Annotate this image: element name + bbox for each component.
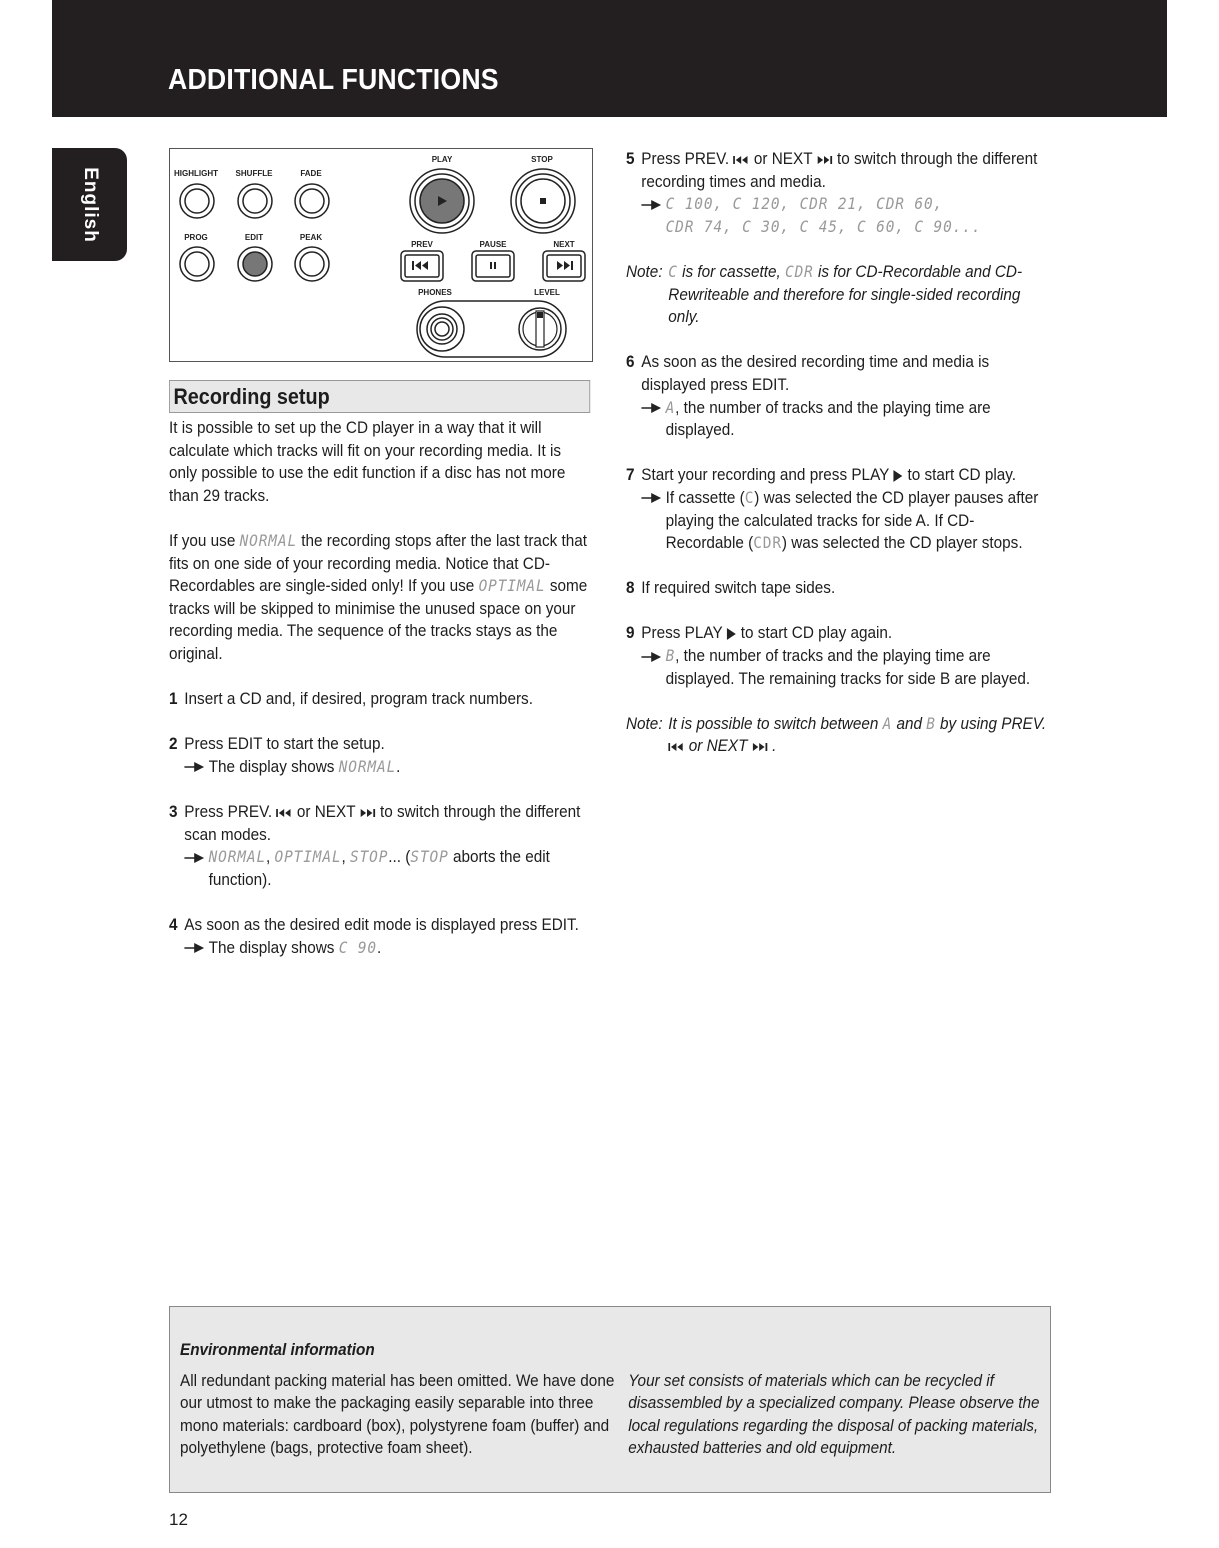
next-icon: [817, 155, 833, 165]
left-column: [169, 380, 592, 959]
page-header: [52, 0, 1167, 117]
environmental-text-left: All redundant packing material has been omitted. We have done our utmost to make the packaging easily separable into three mono materials: cardboard (box), polystyrene foam (buffer) and polyethylene (bags, protective foam sheet).: [180, 1370, 615, 1458]
step-5-result: C 100, C 120, CDR 21, CDR 60, CDR 74, C 30, C 45, C 60, C 90...: [641, 193, 1049, 238]
control-panel-illustration: [169, 148, 593, 362]
play-icon: [893, 470, 903, 482]
prev-icon: [276, 808, 292, 818]
language-label: English: [79, 166, 101, 243]
step-6-result: A, the number of tracks and the playing time are displayed.: [641, 397, 1049, 442]
step-8: 8 If required switch tape sides.: [626, 578, 836, 598]
step-4: 4 As soon as the desired edit mode is displayed press EDIT.: [169, 915, 579, 935]
step-6: 6 As soon as the desired recording time and media is displayed press EDIT.: [626, 352, 990, 394]
play-icon: [727, 628, 737, 640]
prev-icon: [733, 155, 749, 165]
arrow-icon: [184, 756, 208, 779]
section-title: Recording setup: [169, 380, 590, 413]
arrow-icon: [641, 397, 665, 442]
label-prog: PROG: [184, 233, 208, 242]
label-level: LEVEL: [534, 288, 560, 297]
step-2: 2 Press EDIT to start the setup.: [169, 734, 385, 754]
step-3-result: NORMAL, OPTIMAL, STOP... (STOP aborts the edit function).: [184, 846, 592, 891]
environmental-title: Environmental information: [180, 1340, 375, 1359]
step-5: 5 Press PREV. or NEXT to switch through the different recording times and media.: [626, 149, 1038, 191]
step-7: 7 Start your recording and press PLAY to start CD play.: [626, 465, 1017, 485]
next-icon: [557, 261, 573, 270]
note-switch-sides: Note: It is possible to switch between A and B by using PREV. or NEXT .: [626, 713, 1047, 756]
level-knob[interactable]: [519, 308, 561, 350]
note-media: Note: C is for cassette, CDR is for CD-Recordable and CD-Rewriteable and therefore for single-sided recording only.: [626, 261, 1023, 327]
prev-icon: [668, 742, 684, 752]
step-9: 9 Press PLAY to start CD play again.: [626, 623, 893, 643]
page-title: ADDITIONAL FUNCTIONS: [168, 64, 499, 96]
phones-jack[interactable]: [420, 307, 464, 351]
mode-paragraph: If you use NORMAL the recording stops after the last track that fits on one side of your recording media. Notice that CD-Recordables are single-sided only! If you use OPTIMAL some tracks will be skipped to minimise the unused space on your recording media. The sequence of the tracks stays as the original.: [169, 530, 588, 663]
step-3: 3 Press PREV. or NEXT to switch through the different scan modes.: [169, 802, 581, 844]
arrow-icon: [184, 937, 208, 960]
step-4-result: The display shows C 90.: [184, 937, 592, 960]
label-shuffle: SHUFFLE: [235, 169, 273, 178]
label-next: NEXT: [553, 240, 575, 249]
right-column: [626, 148, 1049, 758]
language-tab: [52, 148, 127, 261]
stop-icon: [540, 198, 546, 204]
label-edit: EDIT: [244, 233, 264, 242]
environmental-info-box: [169, 1306, 1051, 1493]
next-icon: [360, 808, 376, 818]
label-prev: PREV: [411, 240, 433, 249]
prev-icon: [412, 261, 428, 270]
label-stop: STOP: [531, 155, 553, 164]
label-peak: PEAK: [299, 233, 323, 242]
lcd-optimal: OPTIMAL: [478, 576, 546, 596]
environmental-text-right: Your set consists of materials which can be recycled if disassembled by a specialized company. Please observe the local regulations regarding the disposal of packing materials, exhausted batteries and old equipment.: [628, 1370, 1040, 1458]
intro-paragraph: It is possible to set up the CD player in a way that it will calculate which tracks will fit on your recording media. It is only possible to use the edit function if a disc has not more than 29 tracks.: [169, 418, 566, 505]
step-1: 1 Insert a CD and, if desired, program track numbers.: [169, 689, 533, 709]
control-panel-drawing: [170, 149, 594, 363]
arrow-icon: [184, 846, 208, 891]
step-2-result: The display shows NORMAL.: [184, 756, 592, 779]
step-9-result: B, the number of tracks and the playing time are displayed. The remaining tracks for side B are played.: [641, 645, 1049, 690]
label-fade: FADE: [300, 169, 322, 178]
next-icon: [752, 742, 768, 752]
page-number: 12: [169, 1510, 188, 1529]
arrow-icon: [641, 487, 665, 555]
label-pause: PAUSE: [479, 240, 507, 249]
step-7-result: If cassette (C) was selected the CD player pauses after playing the calculated tracks for side A. If CD-Recordable (CDR) was selected the CD player stops.: [641, 487, 1049, 555]
label-phones: PHONES: [418, 288, 452, 297]
pause-icon: [490, 262, 496, 269]
lcd-normal: NORMAL: [239, 530, 298, 550]
arrow-icon: [641, 193, 665, 238]
label-play: PLAY: [431, 155, 453, 164]
label-highlight: HIGHLIGHT: [174, 169, 218, 178]
arrow-icon: [641, 645, 665, 690]
